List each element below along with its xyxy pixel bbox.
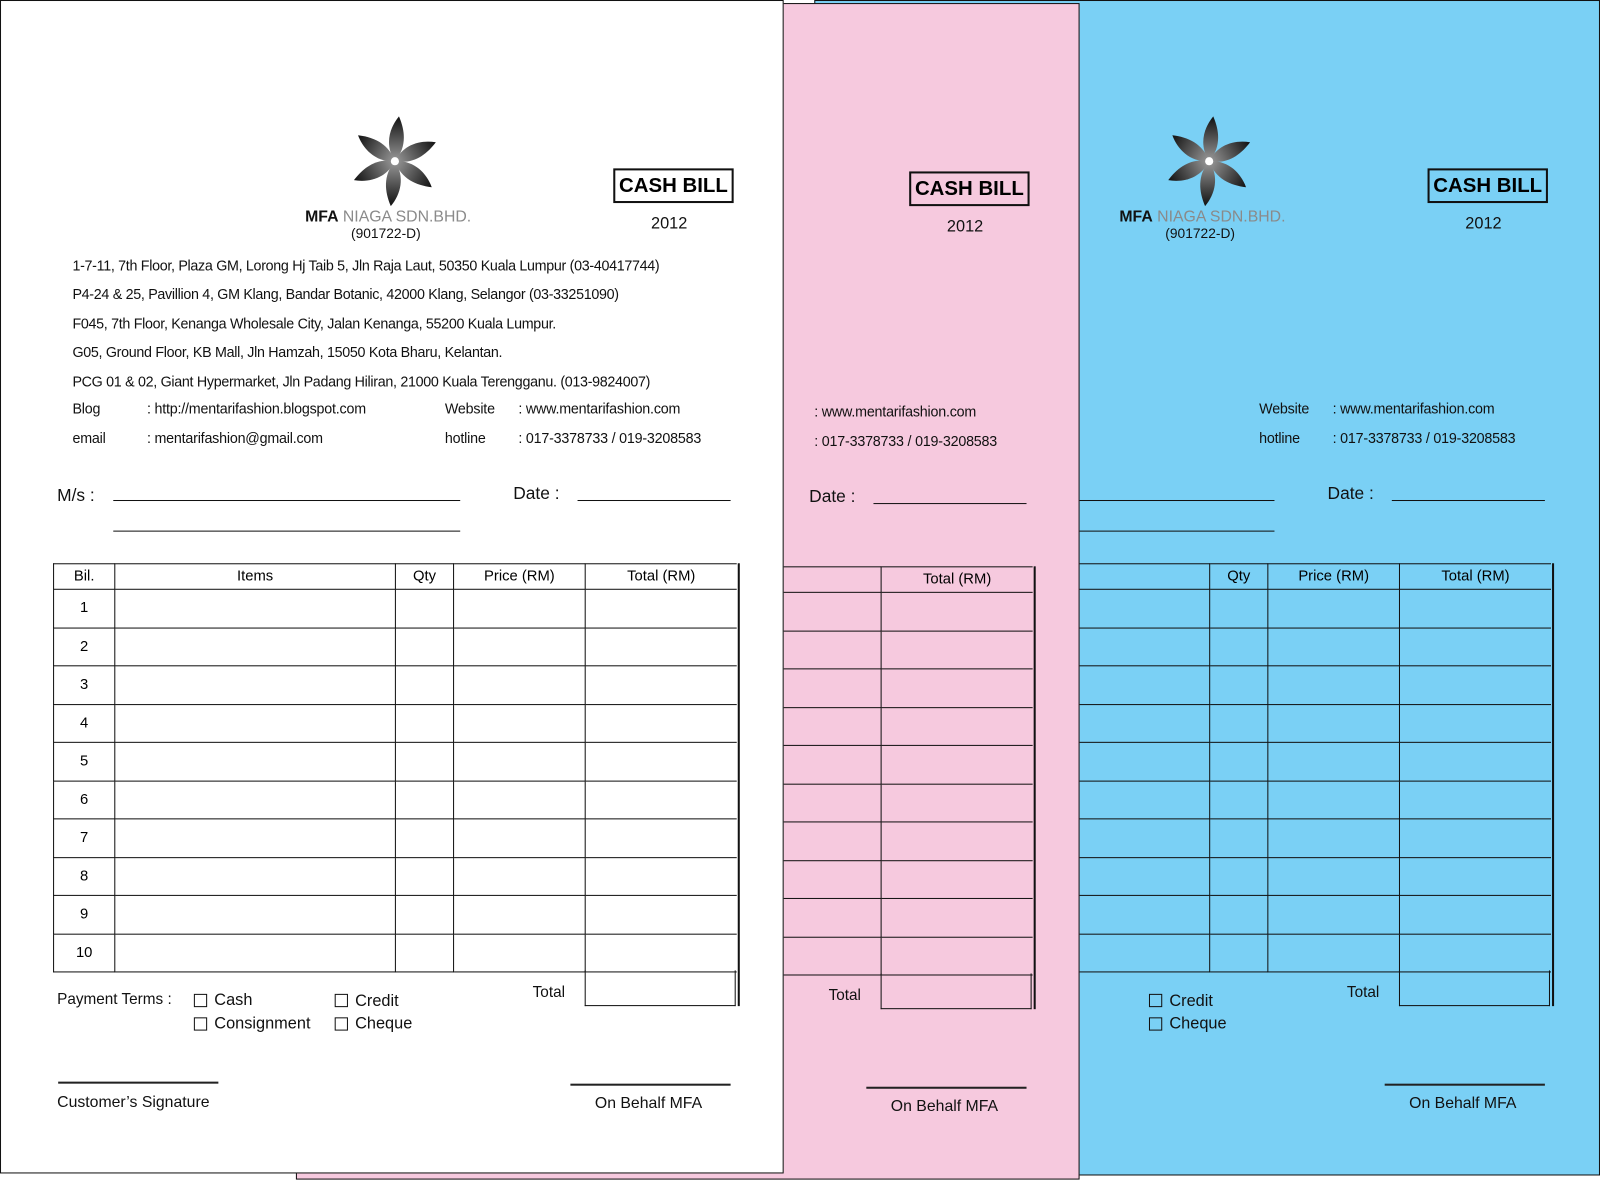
table-cell[interactable] (1268, 589, 1400, 627)
table-cell[interactable] (1399, 781, 1551, 819)
row-number: 2 (54, 628, 115, 666)
address-line: G05, Ground Floor, KB Mall, Jln Hamzah, 15050 Kota Bharu, Kelantan. (72, 343, 503, 361)
flower-logo-icon (344, 115, 446, 207)
table-cell[interactable] (454, 781, 586, 819)
date-field-line[interactable] (873, 503, 1026, 504)
table-cell[interactable] (1399, 895, 1551, 933)
table-cell[interactable] (585, 857, 737, 895)
doc-title: CASH BILL (613, 168, 733, 203)
date-label: Date : (1327, 483, 1374, 504)
table-cell[interactable] (881, 937, 1033, 975)
table-body (54, 589, 737, 972)
total-field[interactable] (585, 970, 736, 1006)
table-cell[interactable] (1399, 666, 1551, 704)
company-name-rest: NIAGA SDN.BHD. (1157, 208, 1286, 226)
table-cell[interactable] (585, 819, 737, 857)
table-cell[interactable] (1268, 857, 1400, 895)
table-row (54, 666, 737, 704)
blog-label: Blog (72, 399, 101, 417)
table-cell[interactable] (454, 666, 586, 704)
table-cell[interactable] (585, 666, 737, 704)
table-cell[interactable] (115, 628, 396, 666)
checkbox-cheque[interactable] (335, 1017, 348, 1030)
company-name-rest: NIAGA SDN.BHD. (342, 208, 472, 226)
table-cell[interactable] (1268, 781, 1400, 819)
table-cell[interactable] (1268, 704, 1400, 742)
checkbox-credit[interactable] (335, 994, 348, 1007)
address-line: F045, 7th Floor, Kenanga Wholesale City, Jalan Kenanga, 55200 Kuala Lumpur. (72, 315, 556, 332)
total-label: Total (532, 983, 565, 1002)
option-credit: Credit (1169, 992, 1213, 1011)
table-cell[interactable] (585, 742, 737, 780)
table-cell[interactable] (115, 666, 396, 704)
option-credit: Credit (355, 992, 399, 1011)
table-cell[interactable] (1268, 628, 1400, 666)
table-cell[interactable] (395, 666, 453, 704)
email-label: email (72, 429, 106, 446)
email-value: : mentarifashion@gmail.com (146, 429, 323, 446)
table-row (54, 628, 737, 666)
table-cell[interactable] (1268, 934, 1400, 972)
header-total: Total (RM) (585, 564, 737, 590)
table-cell[interactable] (454, 704, 586, 742)
table-cell[interactable] (585, 704, 737, 742)
row-number: 9 (54, 895, 115, 933)
address-line: PCG 01 & 02, Giant Hypermarket, Jln Padang Hiliran, 21000 Kuala Terengganu. (013-9824007) (72, 373, 651, 390)
table-cell[interactable] (585, 628, 737, 666)
table-row (54, 934, 737, 972)
checkbox-credit[interactable] (1149, 994, 1162, 1007)
table-cell[interactable] (115, 781, 396, 819)
header-qty: Qty (395, 564, 453, 590)
row-number: 6 (54, 781, 115, 819)
table-cell[interactable] (1399, 704, 1551, 742)
table-right-border (1552, 563, 1554, 1006)
company-reg-no: (901722-D) (1165, 225, 1235, 241)
table-cell[interactable] (585, 895, 737, 933)
table-cell[interactable] (115, 589, 396, 627)
table-row (54, 704, 737, 742)
checkbox-cash[interactable] (194, 994, 207, 1007)
table-cell[interactable] (1399, 742, 1551, 780)
table-cell[interactable] (1399, 819, 1551, 857)
doc-year: 2012 (1465, 215, 1502, 233)
table-cell[interactable] (585, 934, 737, 972)
doc-year: 2012 (651, 215, 688, 233)
row-number: 10 (54, 934, 115, 972)
website-label: Website (444, 399, 495, 417)
table-cell[interactable] (1210, 857, 1268, 895)
website-value: : www.mentarifashion.com (1332, 399, 1495, 417)
table-cell[interactable] (115, 742, 396, 780)
table-cell[interactable] (1399, 857, 1551, 895)
ms-field-line-2[interactable] (113, 531, 460, 532)
option-cheque: Cheque (1169, 1015, 1227, 1033)
option-consignment: Consignment (214, 1015, 311, 1033)
row-number: 4 (54, 704, 115, 742)
table-header-row (54, 564, 737, 590)
table-cell[interactable] (881, 860, 1033, 898)
table-row (54, 857, 737, 895)
table-cell[interactable] (395, 781, 453, 819)
behalf-signature-line[interactable] (1385, 1084, 1545, 1086)
table-cell[interactable] (1210, 781, 1268, 819)
header-price: Price (RM) (454, 564, 586, 590)
hotline-value: : 017-3378733 / 019-3208583 (518, 429, 702, 446)
behalf-signature-label: On Behalf MFA (890, 1097, 999, 1116)
table-cell[interactable] (115, 895, 396, 933)
table-cell[interactable] (881, 707, 1033, 745)
option-cash: Cash (214, 991, 253, 1010)
doc-year: 2012 (946, 218, 984, 236)
flower-logo-icon (1158, 115, 1260, 207)
hotline-value: : 017-3378733 / 019-3208583 (814, 432, 998, 449)
header-total: Total (RM) (881, 567, 1033, 593)
behalf-signature-label: On Behalf MFA (1409, 1094, 1517, 1113)
table-cell[interactable] (454, 819, 586, 857)
company-reg-no: (901722-D) (351, 225, 421, 241)
table-cell[interactable] (1268, 819, 1400, 857)
website-label: Website (1259, 399, 1310, 417)
hotline-label: hotline (1259, 429, 1300, 446)
hotline-label: hotline (444, 429, 486, 446)
total-field[interactable] (881, 973, 1032, 1009)
table-right-border (1034, 566, 1036, 1009)
total-label: Total (828, 986, 861, 1005)
customer-signature-label: Customer’s Signature (57, 1093, 210, 1112)
payment-terms-label: Payment Terms : (57, 990, 172, 1009)
table-cell[interactable] (1399, 589, 1551, 627)
table-cell[interactable] (1210, 666, 1268, 704)
date-field-line[interactable] (578, 500, 731, 501)
company-name-bold: MFA (1119, 208, 1153, 226)
date-label: Date : (809, 486, 856, 507)
table-cell[interactable] (115, 819, 396, 857)
hotline-value: : 017-3378733 / 019-3208583 (1332, 429, 1516, 446)
table-cell[interactable] (881, 745, 1033, 783)
header-items: Items (115, 564, 396, 590)
table-row (54, 781, 737, 819)
table-cell[interactable] (1210, 628, 1268, 666)
doc-title: CASH BILL (909, 171, 1029, 206)
checkbox-consignment[interactable] (194, 1017, 207, 1030)
blog-value: : http://mentarifashion.blogspot.com (146, 399, 366, 417)
table-cell[interactable] (881, 898, 1033, 936)
table-cell[interactable] (115, 857, 396, 895)
table-cell[interactable] (881, 631, 1033, 669)
header-price: Price (RM) (1268, 564, 1400, 590)
table-cell[interactable] (1210, 934, 1268, 972)
ms-field-line-1[interactable] (113, 500, 460, 501)
table-cell[interactable] (881, 784, 1033, 822)
ms-label: M/s : (57, 485, 95, 506)
website-value: : www.mentarifashion.com (814, 403, 977, 420)
address-line: P4-24 & 25, Pavillion 4, GM Klang, Bandar Botanic, 42000 Klang, Selangor (03-33251090) (72, 285, 619, 303)
doc-title: CASH BILL (1428, 168, 1548, 203)
table-cell[interactable] (454, 628, 586, 666)
table-cell[interactable] (395, 589, 453, 627)
address-line: 1-7-11, 7th Floor, Plaza GM, Lorong Hj Taib 5, Jln Raja Laut, 50350 Kuala Lumpur (03-40417744) (72, 257, 660, 274)
table-cell[interactable] (585, 589, 737, 627)
table-cell[interactable] (395, 628, 453, 666)
table-row (54, 819, 737, 857)
behalf-signature-line[interactable] (866, 1087, 1026, 1089)
table-cell[interactable] (1210, 742, 1268, 780)
table-row (54, 742, 737, 780)
row-number: 1 (54, 589, 115, 627)
table-cell[interactable] (454, 857, 586, 895)
table-right-border (738, 563, 740, 1006)
table-cell[interactable] (1399, 628, 1551, 666)
table-cell[interactable] (395, 742, 453, 780)
table-cell[interactable] (1399, 934, 1551, 972)
row-number: 5 (54, 742, 115, 780)
table-cell[interactable] (1210, 895, 1268, 933)
table-cell[interactable] (881, 669, 1033, 707)
row-number: 3 (54, 666, 115, 704)
table-cell[interactable] (115, 934, 396, 972)
table-cell[interactable] (454, 934, 586, 972)
header-bil: Bil. (54, 564, 115, 590)
table-cell[interactable] (1268, 742, 1400, 780)
items-table (53, 563, 737, 972)
table-cell[interactable] (454, 742, 586, 780)
option-cheque: Cheque (355, 1015, 413, 1033)
table-cell[interactable] (454, 895, 586, 933)
customer-signature-line[interactable] (58, 1082, 218, 1084)
header-total: Total (RM) (1399, 564, 1551, 590)
table-cell[interactable] (1210, 704, 1268, 742)
date-label: Date : (513, 483, 560, 504)
table-row (54, 589, 737, 627)
table-cell[interactable] (115, 704, 396, 742)
company-name (1119, 208, 1285, 226)
table-cell[interactable] (1268, 666, 1400, 704)
website-value: : www.mentarifashion.com (518, 399, 681, 417)
company-name-bold: MFA (305, 208, 339, 226)
row-number: 8 (54, 857, 115, 895)
table-row (54, 895, 737, 933)
table-cell[interactable] (1268, 895, 1400, 933)
table-cell[interactable] (395, 934, 453, 972)
table-cell[interactable] (1210, 589, 1268, 627)
behalf-signature-label: On Behalf MFA (594, 1094, 703, 1113)
date-field-line[interactable] (1392, 500, 1545, 501)
table-cell[interactable] (395, 819, 453, 857)
table-cell[interactable] (881, 592, 1033, 630)
behalf-signature-line[interactable] (570, 1084, 730, 1086)
table-cell[interactable] (585, 781, 737, 819)
table-cell[interactable] (395, 857, 453, 895)
checkbox-cheque[interactable] (1149, 1017, 1162, 1030)
company-name (305, 208, 471, 226)
table-cell[interactable] (454, 589, 586, 627)
table-cell[interactable] (395, 704, 453, 742)
header-qty: Qty (1210, 564, 1268, 590)
total-label: Total (1346, 983, 1380, 1002)
table-cell[interactable] (1210, 819, 1268, 857)
row-number: 7 (54, 819, 115, 857)
total-field[interactable] (1399, 970, 1550, 1006)
table-cell[interactable] (395, 895, 453, 933)
cash-bill-sheet-white (0, 0, 784, 1173)
table-cell[interactable] (881, 822, 1033, 860)
